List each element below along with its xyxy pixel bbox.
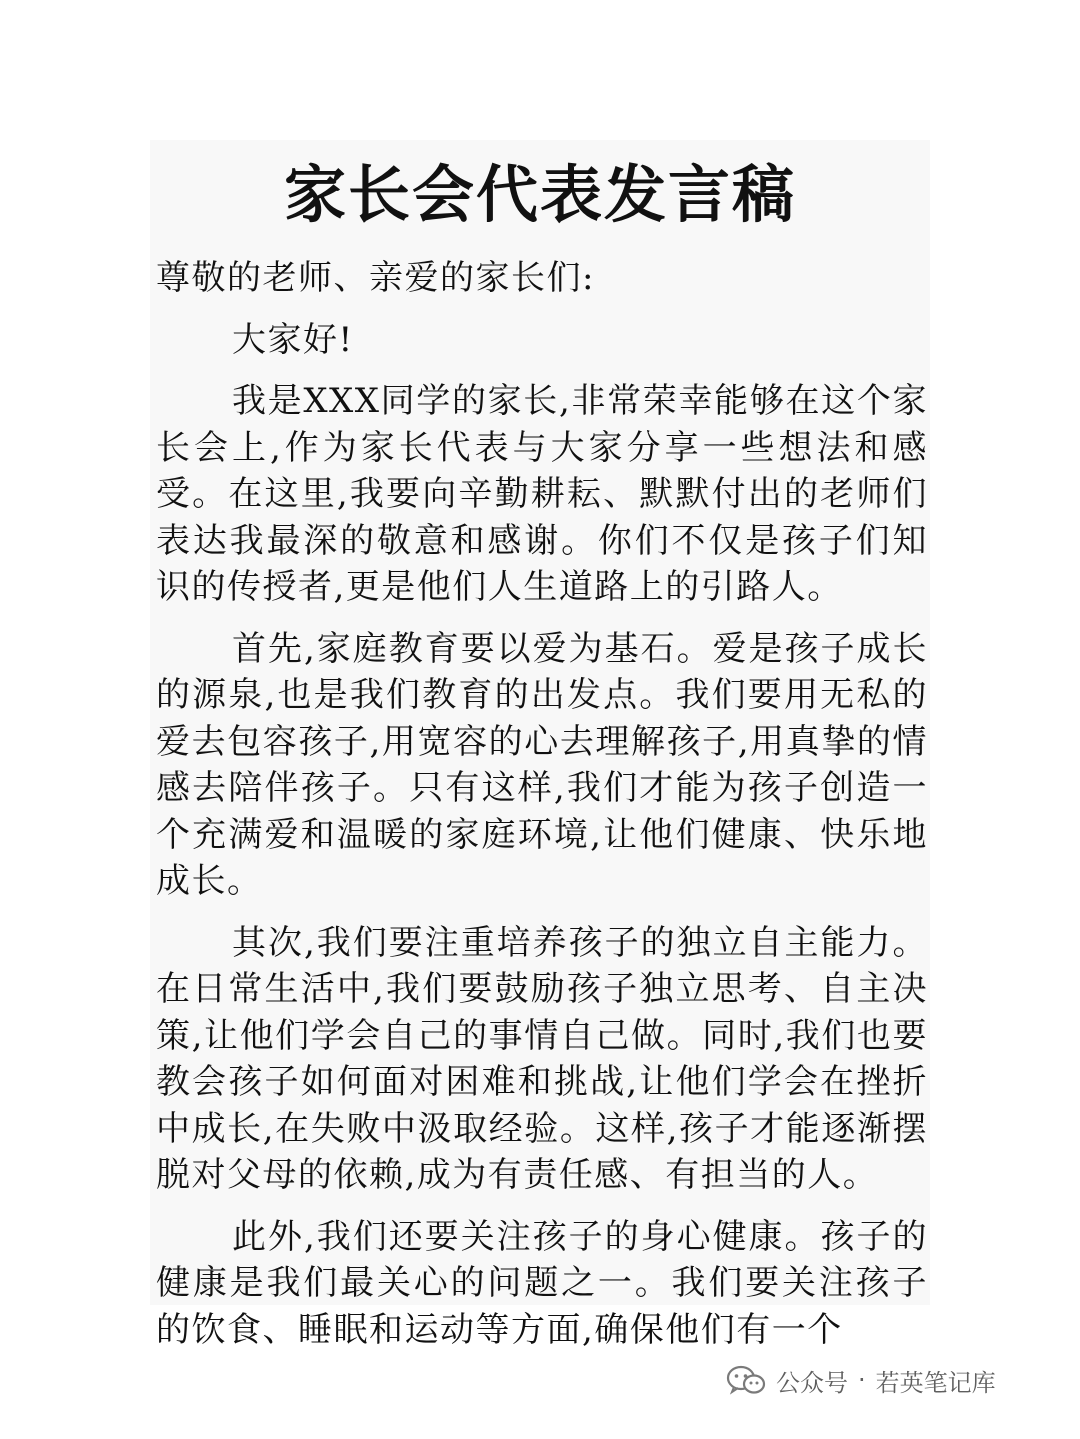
salutation: 尊敬的老师、亲爱的家长们: [156, 258, 595, 298]
greeting: 大家好! [232, 319, 354, 360]
document-title: 家长会代表发言稿 [283, 158, 796, 231]
watermark-platform: 公众号 [776, 1368, 848, 1397]
paragraph-independence: 其次,我们要注重培养孩子的独立自主能力。在日常生活中,我们要鼓励孩子独立思考、自主决策,让他们学会自己的事情自己做。同时,我们也要教会孩子如何面对困难和挑战,让他们学会在挫折中成长,在失败中汲取经验。这样,孩子才能逐渐摆脱对父母的依赖,成为有责任感、有担当的人。 [156, 922, 928, 1195]
paragraph-health: 此外,我们还要关注孩子的身心健康。孩子的健康是我们最关心的问题之一。我们要关注孩子的饮食、睡眠和运动等方面,确保他们有一个 [156, 1216, 928, 1350]
watermark-account: 若英笔记库 [875, 1368, 996, 1397]
paragraph-love: 首先,家庭教育要以爱为基石。爱是孩子成长的源泉,也是我们教育的出发点。我们要用无私的爱去包容孩子,用宽容的心去理解孩子,用真挚的情感去陪伴孩子。只有这样,我们才能为孩子创造一个充满爱和温暖的家庭环境,让他们健康、快乐地成长。 [156, 628, 928, 901]
watermark [726, 1360, 996, 1400]
document-body [156, 255, 928, 1368]
watermark-separator: · [858, 1366, 866, 1394]
wechat-icon [726, 1365, 766, 1395]
paragraph-intro: 我是XXX同学的家长,非常荣幸能够在这个家长会上,作为家长代表与大家分享一些想法和感受。在这里,我要向辛勤耕耘、默默付出的老师们表达我最深的敬意和感谢。你们不仅是孩子们知识的传授者,更是他们人生道路上的引路人。 [156, 381, 928, 607]
